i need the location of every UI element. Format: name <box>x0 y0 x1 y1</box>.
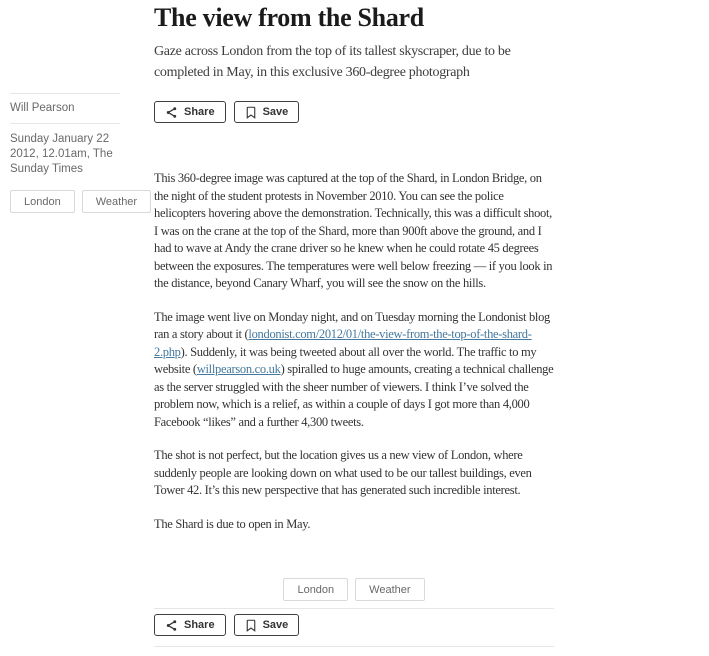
page-title: The view from the Shard <box>154 3 424 32</box>
article-footer <box>154 578 554 647</box>
save-button[interactable] <box>234 101 300 123</box>
article-main <box>154 0 554 656</box>
footer-divider-bottom <box>154 646 554 647</box>
byline-author: Will Pearson <box>10 102 75 114</box>
rail-tags <box>10 190 138 213</box>
article-paragraph: The image went live on Monday night, and on Tuesday morning the Londonist blog ran a story about it (londonist.com/2012/01/the-view-from-the-top-of-the-shard-2.php). Suddenly, it was being tweeted about all over the world. The traffic to my website (willpearson.co.uk) spiralled to huge amounts, creating a technical challenge as the server struggled with the sheer number of viewers. I think I’ve solved the problem now, which is a relief, as within a couple of days I got more than 4,000 Facebook “likes” and a further 4,300 tweets. <box>154 309 554 429</box>
share-nodes-icon <box>165 106 178 119</box>
tag-weather[interactable]: Weather <box>355 578 424 601</box>
save-button[interactable] <box>234 614 300 636</box>
left-rail <box>10 0 138 656</box>
article-paragraph: This 360-degree image was captured at the top of the Shard, in London Bridge, on the night of the student protests in November 2010. You can see the police helicopters hovering above the demonstration. Technically, this was a difficult shoot, I was on the crane at the top of the Shard, more than 900ft above the ground, and I had to wave at Andy the crane driver so he knew when he could rotate 45 degrees between the exposures. The temperatures were well below freezing — if you look in the distance, beyond Canary Wharf, you will see the snow on the hills. <box>154 171 553 290</box>
bookmark-icon <box>245 106 257 119</box>
top-actions <box>154 101 554 123</box>
share-button[interactable] <box>154 614 226 636</box>
bottom-tags <box>154 578 554 601</box>
inline-link[interactable]: londonist.com/2012/01/the-view-from-the-top-of-the-shard-2.php <box>154 327 532 359</box>
save-button-label: Save <box>262 619 289 631</box>
share-nodes-icon <box>165 619 178 632</box>
tag-london[interactable]: London <box>10 190 75 213</box>
footer-divider-top <box>154 608 554 609</box>
inline-link[interactable]: willpearson.co.uk <box>196 362 281 376</box>
share-button-label: Share <box>184 619 215 631</box>
standfirst: Gaze across London from the top of its tallest skyscraper, due to be completed in May, in this exclusive 360-degree photograph <box>154 44 511 80</box>
share-button[interactable] <box>154 101 226 123</box>
bottom-actions <box>154 614 554 636</box>
article-paragraph: The shot is not perfect, but the location gives us a new view of London, where suddenly people are looking down on what used to be our tallest buildings, even Tower 42. It’s this new perspective that has generated such incredible interest. <box>154 448 532 497</box>
tag-london[interactable]: London <box>283 578 348 601</box>
share-button-label: Share <box>184 106 215 118</box>
tag-weather[interactable]: Weather <box>82 190 151 213</box>
article-body <box>154 170 554 533</box>
bookmark-icon <box>245 619 257 632</box>
save-button-label: Save <box>262 106 289 118</box>
dateline: Sunday January 22 2012, 12.01am, The Sunday Times <box>10 133 113 175</box>
article-paragraph: The Shard is due to open in May. <box>154 516 311 531</box>
